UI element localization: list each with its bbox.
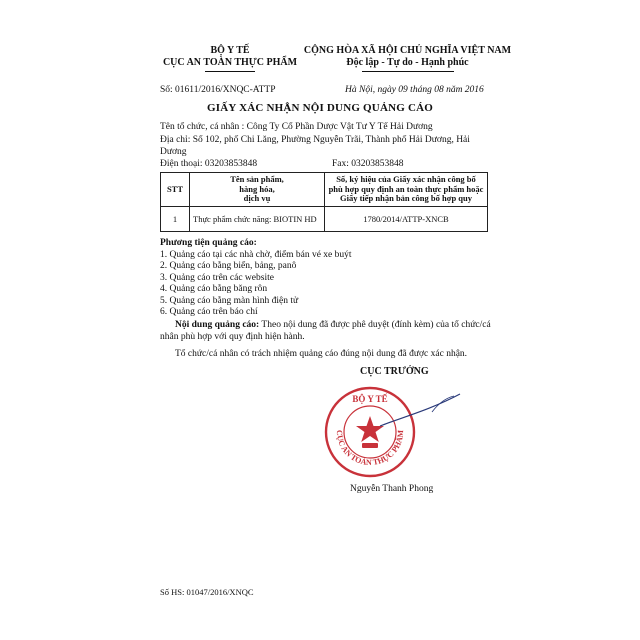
organization-name: Tên tổ chức, cá nhân : Công Ty Cổ Phần Dược Vật Tư Y Tế Hải Dương [160,122,433,132]
list-item: 2. Quảng cáo bằng biển, bảng, panô [160,261,297,272]
seal-top-text: BỘ Y TẾ [352,394,388,404]
table-header-row [161,173,488,207]
place-date: Hà Nội, ngày 09 tháng 08 năm 2016 [345,85,484,95]
national-heading [300,45,515,69]
country-name: CỘNG HÒA XÃ HỘI CHỦ NGHĨA VIỆT NAM [303,45,512,56]
header-stt: STT [161,173,190,207]
header-product: Tên sản phẩm, hàng hóa, dịch vụ [190,173,325,207]
document-title: GIẤY XÁC NHẬN NỘI DUNG QUẢNG CÁO [207,102,433,114]
file-number: Số HS: 01047/2016/XNQC [160,587,254,597]
issuer-block [140,45,320,69]
list-item: 1. Quảng cáo tại các nhà chờ, điểm bán vé xe buýt [160,250,352,260]
ministry-name: BỘ Y TẾ [210,45,250,56]
media-heading: Phương tiện quảng cáo: [160,238,257,248]
motto: Độc lập - Tự do - Hạnh phúc [346,57,469,68]
official-seal [320,382,470,482]
row-reference: 1780/2014/ATTP-XNCB [325,206,488,231]
organization-address-line2: Dương [160,147,187,157]
organization-phone: Điện thoại: 03203853848 [160,159,258,169]
issuer-underline [205,71,255,72]
content-text-line2: nhân phù hợp với quy định hiện hành. [160,332,305,342]
content-paragraph [175,320,505,332]
motto-underline [362,71,454,72]
row-product: Thực phẩm chức năng: BIOTIN HD [190,206,325,231]
list-item: 4. Quảng cáo bằng băng rôn [160,284,268,295]
list-item: 3. Quảng cáo trên các website [160,272,274,283]
list-item: 5. Quảng cáo bằng màn hình điện tử [160,295,299,306]
seal-ring-text: CỤC AN TOÀN THỰC PHẨM [334,429,406,468]
content-text-line1: Theo nội dung đã được phê duyệt (đính kèm) của tổ chức/cá [259,320,491,330]
header-reference: Số, ký hiệu của Giấy xác nhận công bố phù hợp quy định an toàn thực phẩm hoặc Giấy tiếp nhận bản công bố hợp quy [325,173,488,207]
responsibility-note: Tổ chức/cá nhân có trách nhiệm quảng cáo đúng nội dung đã được xác nhận. [175,349,468,359]
document-number: Số: 01611/2016/XNQC-ATTP [160,85,276,95]
row-stt: 1 [161,206,190,231]
list-item: 6. Quảng cáo trên báo chí [160,307,258,318]
table-row [161,206,488,231]
gear-icon [362,443,378,448]
product-table [160,172,488,232]
signer-name: Nguyễn Thanh Phong [350,484,434,494]
signature-stroke-icon [380,394,460,426]
star-icon [356,416,384,442]
organization-address-line1: Địa chỉ: Số 102, phố Chi Lăng, Phường Nguyễn Trãi, Thành phố Hải Dương, Hải [160,135,470,145]
agency-name: CỤC AN TOÀN THỰC PHẨM [162,57,298,68]
media-list [160,250,352,318]
content-label: Nội dung quảng cáo: [175,320,260,330]
signer-title: CỤC TRƯỞNG [360,366,429,377]
organization-fax: Fax: 03203853848 [332,159,404,169]
